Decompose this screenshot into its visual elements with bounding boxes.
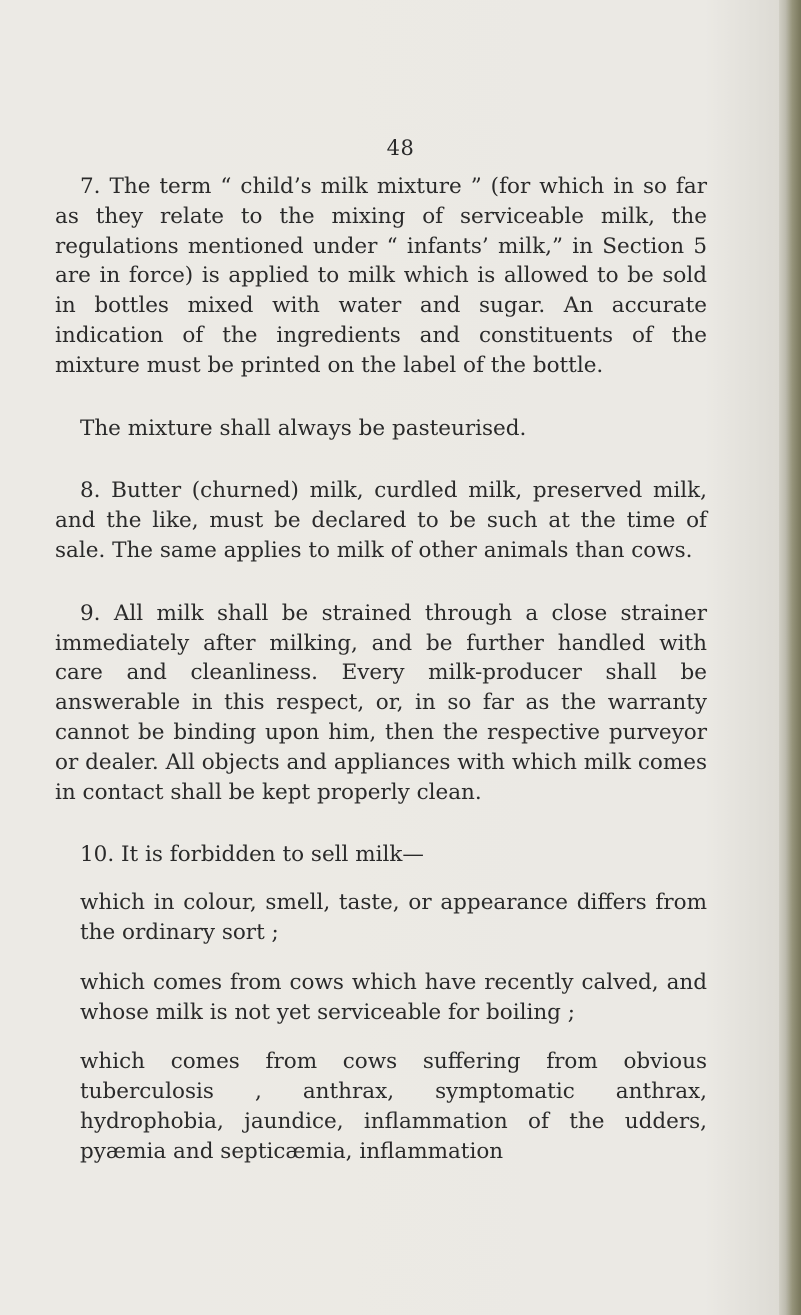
- paragraph-8: 8. Butter (churned) milk, curdled milk, preserved milk, and the like, must be declared to be such at the time of sale. The same applies to milk of other animals than cows.: [55, 478, 707, 563]
- paragraph-10: 10. It is forbidden to sell milk—: [80, 842, 424, 868]
- paragraph-10-item-diseases: which comes from cows suffering from obvious tuberculosis , anthrax, symptomatic anthrax, hydrophobia, jaundice, inflammation of the udders, pyæmia and septicæmia, inflammation: [80, 1049, 707, 1164]
- paragraph-7: 7. The term “ child’s milk mixture ” (for which in so far as they relate to the mixing of serviceable milk, the regulations mentioned under “ infants’ milk,” in Section 5 are in force) is applied to milk which is allowed to be sold in bottles mixed with water and sugar. An accurate indication of the ingredients and constituents of the mixture must be printed on the label of the bottle.: [55, 174, 707, 378]
- paragraph-10-item-colour: which in colour, smell, taste, or appearance differs from the ordinary sort ;: [80, 890, 707, 945]
- page-number: 48: [386, 136, 415, 160]
- paragraph-7-pasteurised: The mixture shall always be pasteurised.: [80, 415, 527, 441]
- paragraph-9: 9. All milk shall be strained through a close strainer immediately after milking, and be further handled with care and cleanliness. Every milk-producer shall be answerable in this respect, or, in so far as the warranty cannot be binding upon him, then the respective purveyor or dealer. All objects and appliances with which milk comes in contact shall be kept properly clean.: [55, 600, 707, 805]
- page-binding-edge: [779, 0, 801, 1315]
- page-body: [55, 172, 707, 1167]
- paragraph-10-item-calved: which comes from cows which have recently calved, and whose milk is not yet serviceable for boiling ;: [80, 969, 707, 1025]
